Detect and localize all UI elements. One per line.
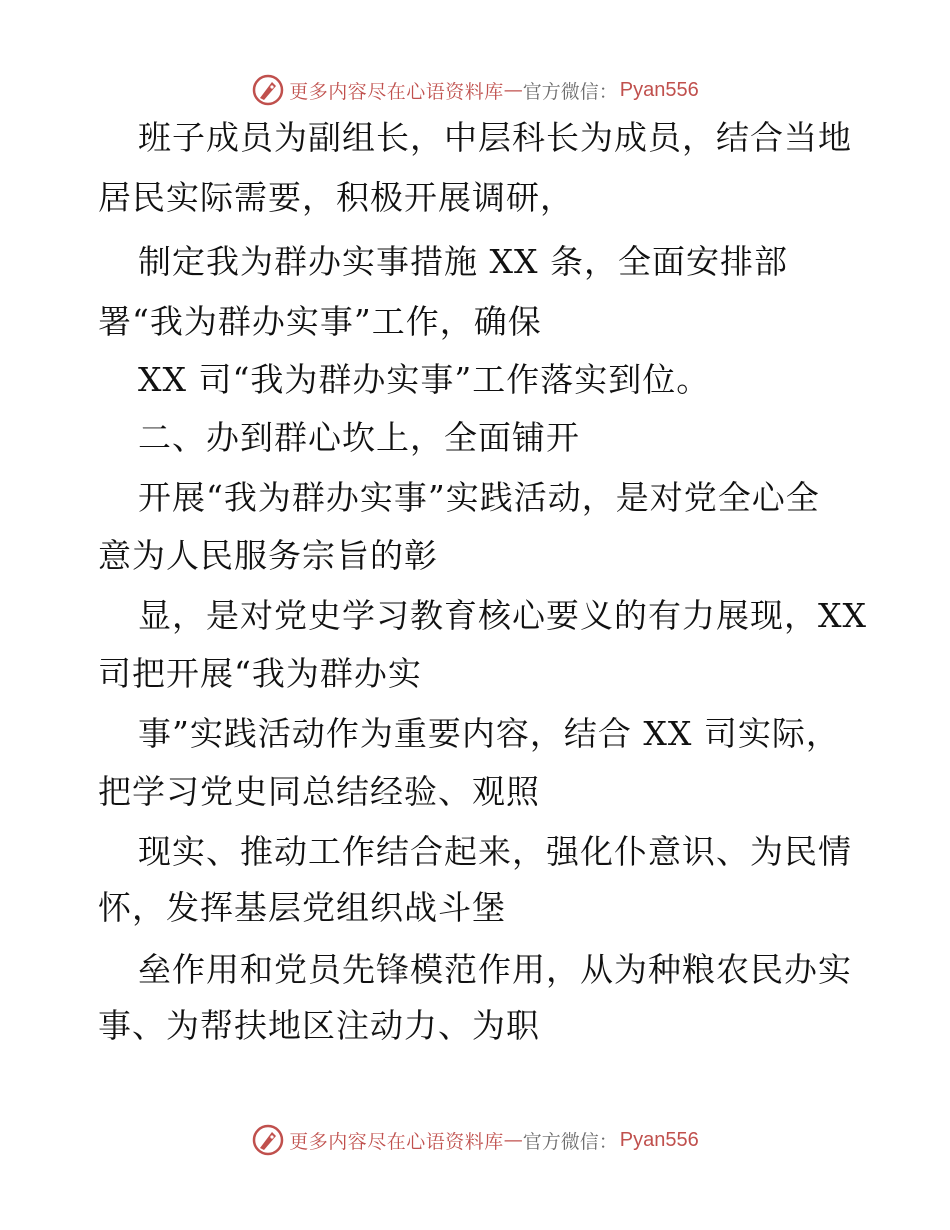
body-line: 显，是对党史学习教育核心要义的有力展现，XX [138,596,867,635]
body-line: 怀，发挥基层党组织战斗堡 [98,888,506,927]
watermark-wechat-id: Pyan556 [619,1128,699,1151]
watermark-wechat-label: 官方微信： [522,80,618,103]
body-line: 居民实际需要，积极开展调研， [98,178,574,217]
body-line: 事、为帮扶地区注动力、为职 [98,1006,540,1045]
body-line: 意为人民服务宗旨的彰 [98,536,438,575]
section-heading: 二、办到群心坎上，全面铺开 [138,418,580,457]
body-line: 司把开展“我为群办实 [98,654,422,693]
watermark-main-text: 更多内容尽在心语资料库 [289,80,504,103]
watermark-wechat-id: Pyan556 [619,78,699,101]
body-line: 制定我为群办实事措施 XX 条，全面安排部 [138,242,788,281]
header-watermark [0,72,950,108]
pen-nib-logo-icon [251,73,285,107]
body-line: 事”实践活动作为重要内容，结合 XX 司实际， [138,714,840,753]
watermark-wechat-label: 官方微信： [522,1130,618,1153]
body-line: 垒作用和党员先锋模范作用，从为种粮农民办实 [138,950,852,989]
watermark-separator: — [503,79,523,101]
body-line: 现实、推动工作结合起来，强化仆意识、为民情 [138,832,852,871]
footer-watermark [0,1122,950,1158]
body-line: 把学习党史同总结经验、观照 [98,772,540,811]
body-line: 开展“我为群办实事”实践活动，是对党全心全 [138,478,820,517]
body-line: 署“我为群办实事”工作，确保 [98,302,542,341]
pen-nib-logo-icon [251,1123,285,1157]
body-line: XX 司“我为群办实事”工作落实到位。 [138,360,711,399]
watermark-main-text: 更多内容尽在心语资料库 [289,1130,504,1153]
watermark-separator: — [503,1129,523,1151]
body-line: 班子成员为副组长，中层科长为成员，结合当地 [138,118,852,157]
